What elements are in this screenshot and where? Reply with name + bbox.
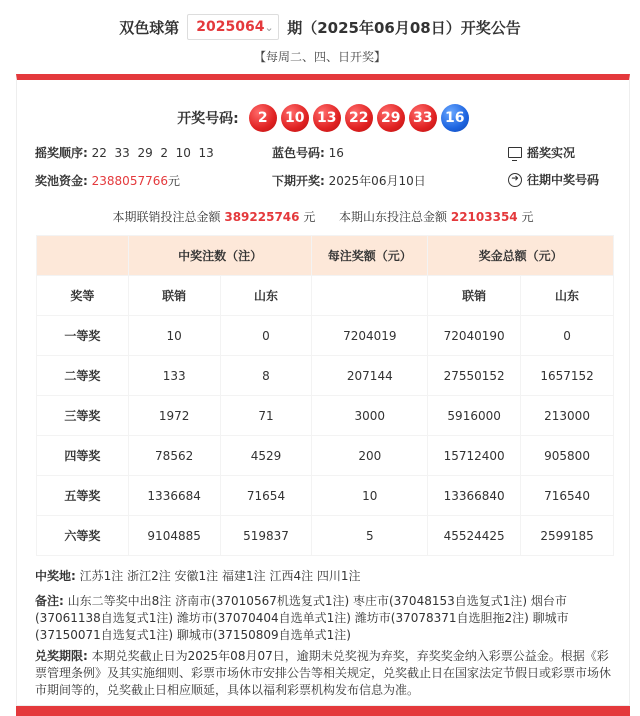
table-cell: 0 <box>220 316 312 356</box>
table-cell: 71654 <box>220 476 312 516</box>
table-row <box>37 316 614 356</box>
table-cell: 10 <box>312 476 428 516</box>
prize-pool-unit: 元 <box>168 174 181 188</box>
monitor-icon <box>508 147 522 158</box>
arrow-right-icon: ➜ <box>508 173 522 187</box>
next-draw-value: 2025年06月10日 <box>328 174 426 188</box>
table-cell: 一等奖 <box>37 316 129 356</box>
prize-pool-label: 奖池资金: <box>35 174 88 188</box>
table-cell: 1657152 <box>521 356 614 396</box>
red-ball: 22 <box>345 104 373 132</box>
table-cell: 四等奖 <box>37 436 129 476</box>
table-cell: 2599185 <box>521 516 614 556</box>
national-sales-unit: 元 <box>303 210 316 224</box>
winning-locations-text: 江苏1注 浙江2注 安徽1注 福建1注 江西4注 四川1注 <box>79 569 361 583</box>
table-cell: 1336684 <box>128 476 220 516</box>
table-cell: 716540 <box>521 476 614 516</box>
issue-select[interactable] <box>187 14 279 40</box>
remarks <box>35 593 615 644</box>
table-header-cell: 联销 <box>428 276 521 316</box>
table-cell: 三等奖 <box>37 396 129 436</box>
table-cell: 133 <box>128 356 220 396</box>
table-cell: 72040190 <box>428 316 521 356</box>
live-draw-link[interactable] <box>508 144 575 161</box>
table-cell: 27550152 <box>428 356 521 396</box>
draw-schedule: 【每周二、四、日开奖】 <box>253 50 386 64</box>
red-ball: 33 <box>409 104 437 132</box>
table-cell: 9104885 <box>128 516 220 556</box>
draw-order-label: 摇奖顺序: <box>35 146 88 160</box>
claim-deadline-label: 兑奖期限: <box>35 649 88 663</box>
red-ball: 13 <box>313 104 341 132</box>
chevron-down-icon: ⌄ <box>264 20 274 34</box>
table-row <box>37 396 614 436</box>
table-header-cell: 奖等 <box>37 276 129 316</box>
sales-summary <box>17 208 629 225</box>
table-cell: 3000 <box>312 396 428 436</box>
table-cell: 8 <box>220 356 312 396</box>
winning-numbers <box>17 104 629 132</box>
table-header-cell: 奖金总额（元） <box>428 236 614 276</box>
announcement-card <box>16 74 630 706</box>
table-header-cell <box>312 276 428 316</box>
prize-pool <box>35 172 180 189</box>
winning-locations <box>35 567 361 584</box>
table-cell: 200 <box>312 436 428 476</box>
table-sub-header <box>37 276 614 316</box>
local-sales-label: 本期山东投注总金额 <box>339 210 448 224</box>
table-cell: 905800 <box>521 436 614 476</box>
remarks-text: 山东二等奖中出8注 济南市(37010567机选复式1注) 枣庄市(37048153自选复式1注) 烟台市(37061138自选复式1注) 潍坊市(37070404自选单式1注) 潍坊市(37078371自选胆拖2注) 聊城市(37150071自选复式1注) 聊城市(37150809自选单式1注) <box>35 594 569 642</box>
national-sales-label: 本期联销投注总金额 <box>112 210 221 224</box>
red-ball: 2 <box>249 104 277 132</box>
table-group-header <box>37 236 614 276</box>
bottom-bar <box>16 706 630 716</box>
claim-deadline <box>35 648 615 699</box>
table-cell: 207144 <box>312 356 428 396</box>
prize-table <box>36 235 614 556</box>
table-cell: 10 <box>128 316 220 356</box>
table-cell: 4529 <box>220 436 312 476</box>
prize-pool-value: 2388057766 <box>91 174 168 188</box>
table-cell: 45524425 <box>428 516 521 556</box>
table-cell: 519837 <box>220 516 312 556</box>
table-header-cell: 山东 <box>521 276 614 316</box>
red-ball: 29 <box>377 104 405 132</box>
next-draw-label: 下期开奖: <box>272 174 325 188</box>
table-cell: 六等奖 <box>37 516 129 556</box>
history-link[interactable] <box>508 171 599 188</box>
table-cell: 78562 <box>128 436 220 476</box>
winning-numbers-label: 开奖号码: <box>177 111 239 127</box>
draw-order-value: 22 33 29 2 10 13 <box>91 146 214 160</box>
table-cell: 213000 <box>521 396 614 436</box>
table-header-cell <box>37 236 129 276</box>
table-cell: 0 <box>521 316 614 356</box>
title-line <box>0 14 640 40</box>
table-cell: 7204019 <box>312 316 428 356</box>
local-sales-value: 22103354 <box>450 210 518 224</box>
live-draw-label: 摇奖实况 <box>527 146 576 160</box>
national-sales-value: 389225746 <box>224 210 300 224</box>
local-sales-unit: 元 <box>521 210 534 224</box>
table-row <box>37 436 614 476</box>
table-header-cell: 联销 <box>128 276 220 316</box>
blue-number <box>272 144 344 161</box>
table-header-cell: 山东 <box>220 276 312 316</box>
table-cell: 5 <box>312 516 428 556</box>
table-header-cell: 中奖注数（注） <box>128 236 312 276</box>
remarks-label: 备注: <box>35 594 64 608</box>
table-row <box>37 476 614 516</box>
blue-number-label: 蓝色号码: <box>272 146 325 160</box>
next-draw <box>272 172 426 189</box>
table-cell: 5916000 <box>428 396 521 436</box>
table-cell: 71 <box>220 396 312 436</box>
blue-ball: 16 <box>441 104 469 132</box>
blue-number-value: 16 <box>328 146 344 160</box>
issue-value: 2025064 <box>196 19 265 35</box>
winning-locations-label: 中奖地: <box>35 569 76 583</box>
table-cell: 15712400 <box>428 436 521 476</box>
table-cell: 五等奖 <box>37 476 129 516</box>
table-cell: 二等奖 <box>37 356 129 396</box>
claim-deadline-text: 本期兑奖截止日为2025年08月07日，逾期未兑奖视为弃奖，弃奖奖金纳入彩票公益金。根据《彩票管理条例》及其实施细则、彩票市场休市安排公告等相关规定，兑奖截止日在国家法定节假日或彩票市场休市期间等的，兑奖截止日相应顺延，具体以福利彩票机构发布信息为准。 <box>35 649 612 697</box>
title-prefix: 双色球第 <box>119 18 180 37</box>
title-suffix: 期（2025年06月08日）开奖公告 <box>287 18 521 37</box>
draw-order <box>35 144 214 161</box>
history-link-label: 往期中奖号码 <box>527 173 600 187</box>
table-cell: 1972 <box>128 396 220 436</box>
table-cell: 13366840 <box>428 476 521 516</box>
red-ball: 10 <box>281 104 309 132</box>
table-header-cell: 每注奖额（元） <box>312 236 428 276</box>
table-row <box>37 516 614 556</box>
table-row <box>37 356 614 396</box>
page-header <box>0 14 640 65</box>
